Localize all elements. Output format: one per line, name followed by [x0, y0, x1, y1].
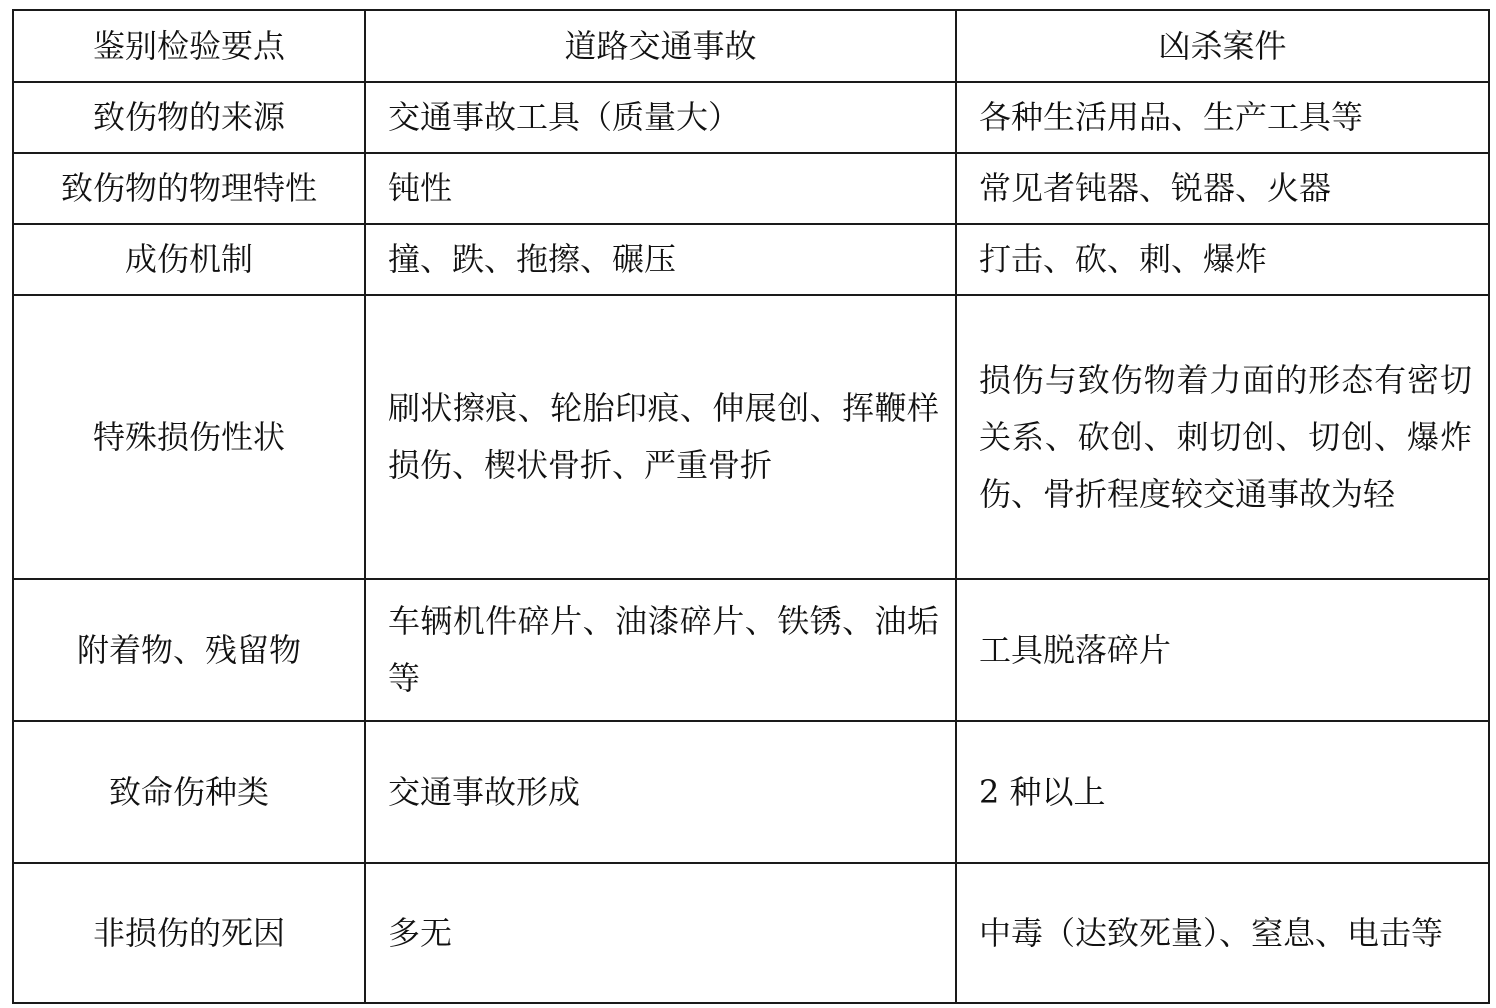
traffic-cell: 撞、跌、拖擦、碾压	[365, 224, 956, 295]
row-label: 附着物、残留物	[13, 579, 365, 721]
header-homicide-case: 凶杀案件	[956, 10, 1489, 82]
table-row	[13, 224, 1489, 295]
traffic-cell: 交通事故工具（质量大）	[365, 82, 956, 153]
row-label: 成伤机制	[13, 224, 365, 295]
homicide-cell: 各种生活用品、生产工具等	[956, 82, 1489, 153]
table-row	[13, 153, 1489, 224]
homicide-cell: 2 种以上	[956, 721, 1489, 863]
table-row	[13, 82, 1489, 153]
traffic-cell: 钝性	[365, 153, 956, 224]
table-row	[13, 295, 1489, 579]
comparison-table	[12, 9, 1490, 1004]
traffic-cell: 刷状擦痕、轮胎印痕、伸展创、挥鞭样损伤、楔状骨折、严重骨折	[365, 295, 956, 579]
row-label: 特殊损伤性状	[13, 295, 365, 579]
homicide-cell: 工具脱落碎片	[956, 579, 1489, 721]
traffic-cell: 车辆机件碎片、油漆碎片、铁锈、油垢等	[365, 579, 956, 721]
table-row	[13, 579, 1489, 721]
table-row	[13, 863, 1489, 1003]
homicide-cell: 打击、砍、刺、爆炸	[956, 224, 1489, 295]
homicide-cell: 损伤与致伤物着力面的形态有密切关系、砍创、刺切创、切创、爆炸伤、骨折程度较交通事故为轻	[956, 295, 1489, 579]
homicide-cell: 常见者钝器、锐器、火器	[956, 153, 1489, 224]
header-traffic-accident: 道路交通事故	[365, 10, 956, 82]
row-label: 致伤物的来源	[13, 82, 365, 153]
table-row	[13, 721, 1489, 863]
traffic-cell: 交通事故形成	[365, 721, 956, 863]
traffic-cell: 多无	[365, 863, 956, 1003]
row-label: 致命伤种类	[13, 721, 365, 863]
row-label: 致伤物的物理特性	[13, 153, 365, 224]
header-row	[13, 10, 1489, 82]
homicide-cell: 中毒（达致死量）、窒息、电击等	[956, 863, 1489, 1003]
row-label: 非损伤的死因	[13, 863, 365, 1003]
header-inspection-point: 鉴别检验要点	[13, 10, 365, 82]
